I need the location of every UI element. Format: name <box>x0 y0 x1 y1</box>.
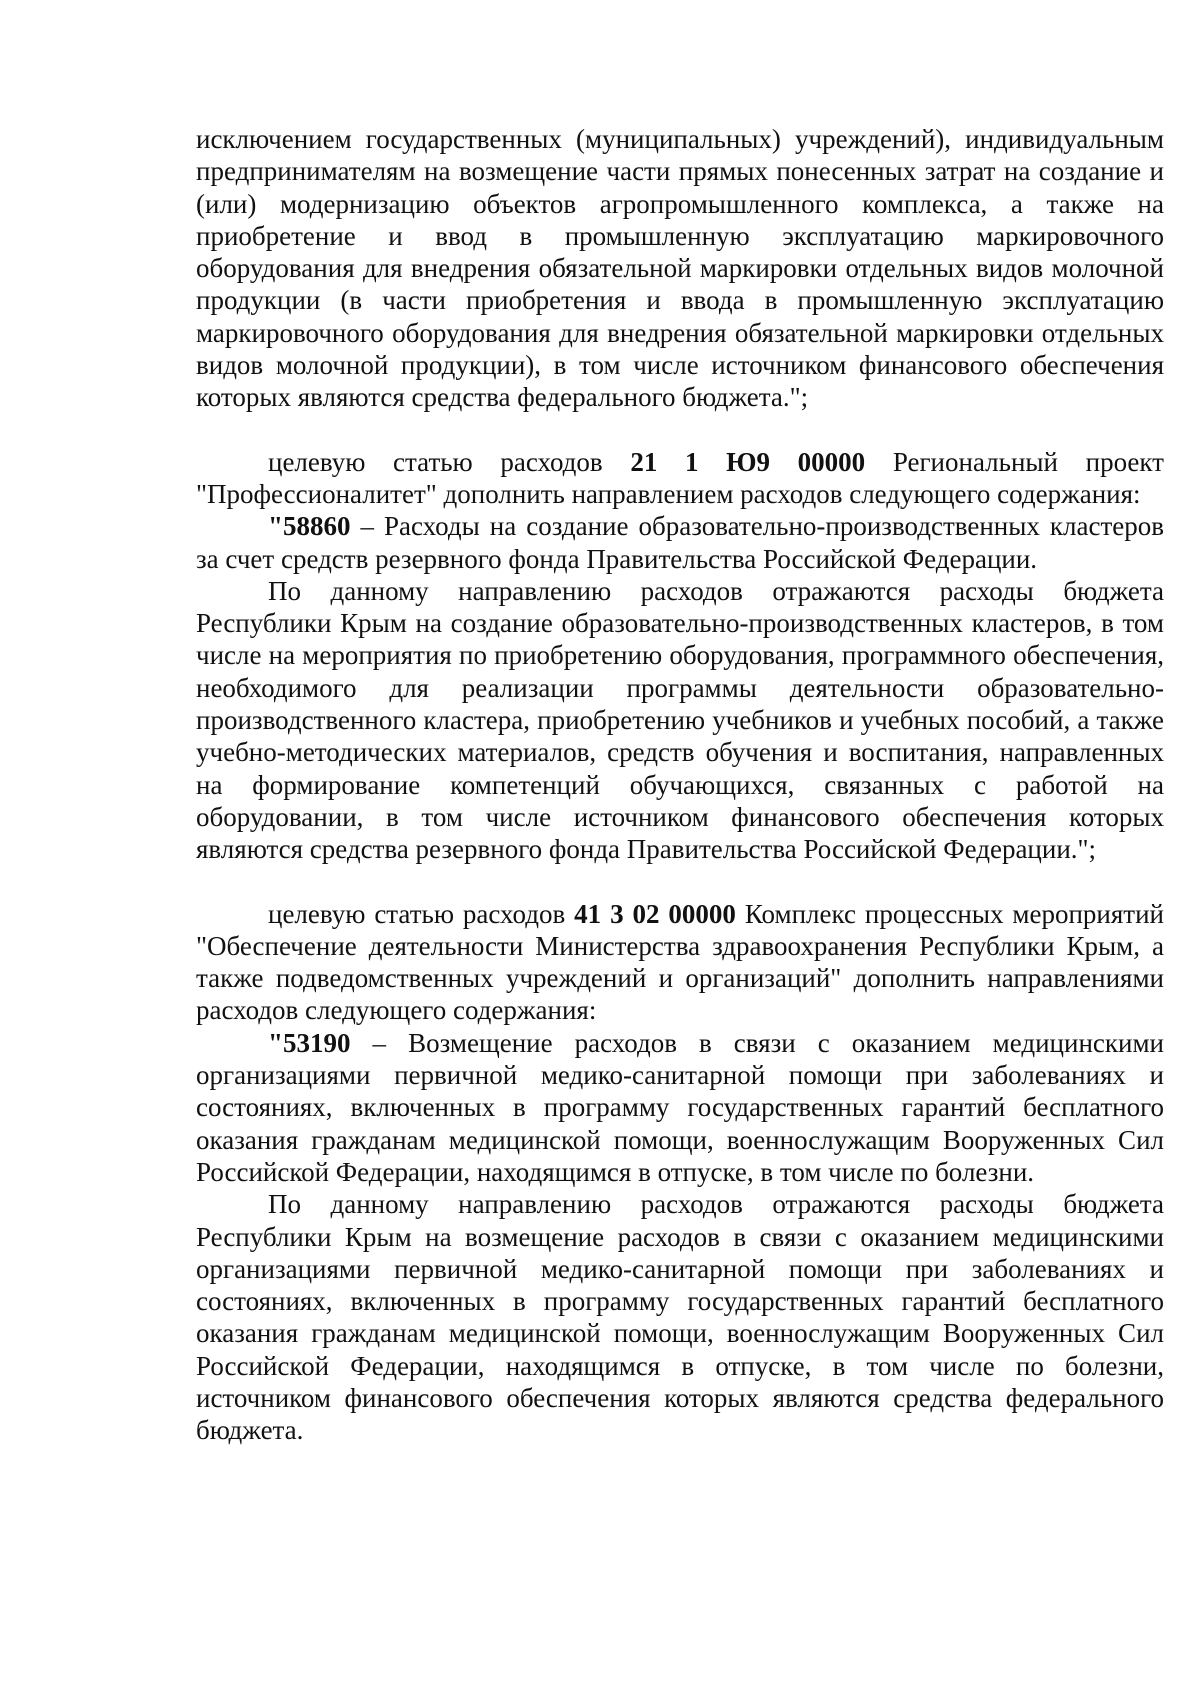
paragraph-direction-53190 <box>196 1027 1164 1188</box>
paragraph-text: – Расходы на создание образовательно-производственных кластеров за счет средств резервного фонда Правительства Российской Федерации. <box>196 511 1164 574</box>
paragraph-prefix: целевую статью расходов <box>268 898 575 929</box>
direction-code: "53190 <box>268 1027 351 1058</box>
paragraph-text: – Возмещение расходов в связи с оказанием медицинскими организациями первичной медико-санитарной помощи при заболеваниях и состояниях, включенных в программу государственных гарантий бесплатного оказания гражданам медицинской помощи, военнослужащим Вооруженных Сил Российской Федерации, находящимся в отпуске, в том числе по болезни. <box>196 1027 1164 1187</box>
paragraph-text: Региональный проект "Профессионалитет" дополнить направлением расходов следующего содержания: <box>196 446 1164 509</box>
paragraph-target-article-21 <box>196 446 1164 511</box>
paragraph-description-53190: По данному направлению расходов отражаются расходы бюджета Республики Крым на возмещение расходов в связи с оказанием медицинскими организациями первичной медико-санитарной помощи при заболеваниях и состояниях, включенных в программу государственных гарантий бесплатного оказания гражданам медицинской помощи, военнослужащим Вооруженных Сил Российской Федерации, находящимся в отпуске, в том числе по болезни, источником финансового обеспечения которых являются средства федерального бюджета. <box>196 1189 1164 1446</box>
budget-code: 41 3 02 00000 <box>574 898 736 929</box>
paragraph-continuation: исключением государственных (муниципальных) учреждений), индивидуальным предпринимателям на возмещение части прямых понесенных затрат на создание и (или) модернизацию объектов агропромышленного комплекса, а также на приобретение и ввод в промышленную эксплуатацию маркировочного оборудования для внедрения обязательной маркировки отдельных видов молочной продукции (в части приобретения и ввода в промышленную эксплуатацию маркировочного оборудования для внедрения обязательной маркировки отдельных видов молочной продукции), в том числе источником финансового обеспечения которых являются средства федерального бюджета."; <box>196 124 1164 413</box>
budget-code: 21 1 Ю9 00000 <box>630 446 866 477</box>
paragraph-direction-58860 <box>196 510 1164 575</box>
direction-code: "58860 <box>268 511 351 542</box>
paragraph-prefix: целевую статью расходов <box>268 446 631 477</box>
paragraph-target-article-41 <box>196 898 1164 1027</box>
document-body <box>196 123 1164 1447</box>
paragraph-description-58860: По данному направлению расходов отражаются расходы бюджета Республики Крым на создание образовательно-производственных кластеров, в том числе на мероприятия по приобретению оборудования, программного обеспечения, необходимого для реализации программы деятельности образовательно-производственного кластера, приобретению учебников и учебных пособий, а также учебно-методических материалов, средств обучения и воспитания, направленных на формирование компетенций обучающихся, связанных с работой на оборудовании, в том числе источником финансового обеспечения которых являются средства резервного фонда Правительства Российской Федерации."; <box>196 575 1164 865</box>
paragraph-text: Комплекс процессных мероприятий "Обеспечение деятельности Министерства здравоохранения Республики Крым, а также подведомственных учреждений и организаций" дополнить направлениями расходов следующего содержания: <box>196 898 1164 1026</box>
